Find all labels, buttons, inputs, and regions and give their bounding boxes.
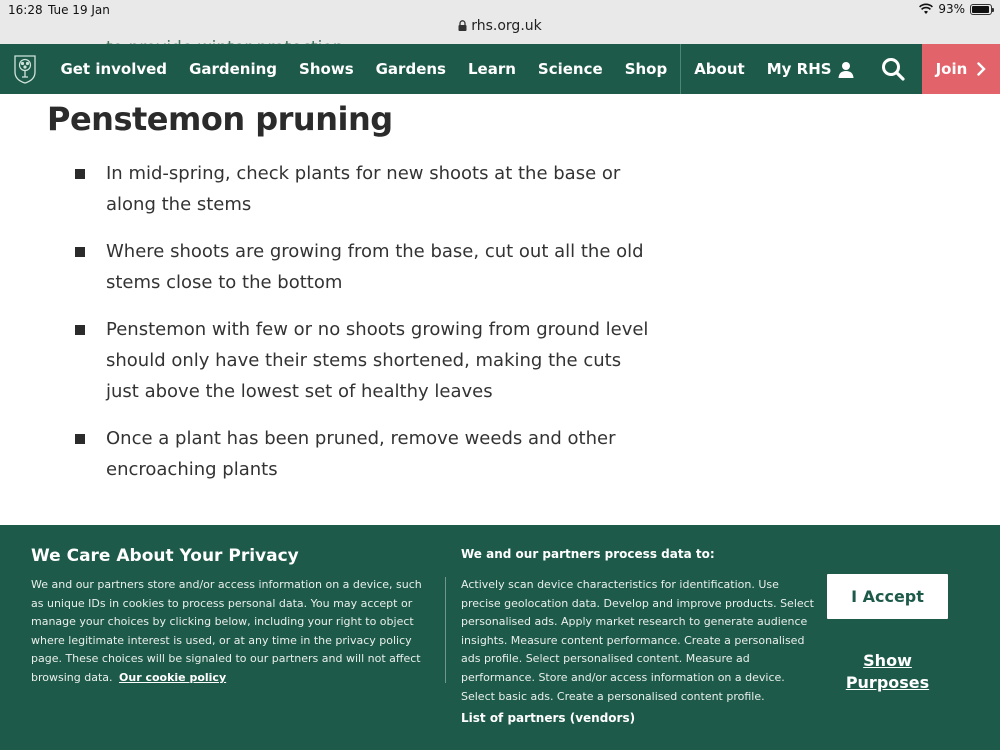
address-bar[interactable] (0, 18, 1000, 34)
bullet-square-icon (75, 325, 85, 335)
privacy-divider (445, 577, 446, 683)
nav-about[interactable]: About (694, 60, 745, 78)
user-icon (838, 61, 854, 78)
nav-gardens[interactable]: Gardens (375, 60, 446, 78)
cookie-policy-link[interactable]: Our cookie policy (119, 670, 227, 684)
nav-learn[interactable]: Learn (467, 60, 516, 78)
privacy-body: We and our partners store and/or access information on a device, such as unique IDs in cookies to process personal data. You may accept or manage your choices by clicking below, including your right to object where legitimate interest is used, or at any time in the privacy policy page. These choices will be signaled to our partners and will not affect browsing data. (31, 578, 422, 684)
list-item (75, 423, 655, 485)
bullet-square-icon (75, 247, 85, 257)
nav-my-rhs[interactable] (756, 44, 865, 94)
battery-fill (972, 6, 989, 13)
chevron-right-icon (977, 62, 986, 76)
process-title: We and our partners process data to: (461, 547, 715, 561)
page-title: Penstemon pruning (47, 100, 393, 138)
battery-percent: 93% (938, 2, 965, 16)
nav-shows[interactable]: Shows (299, 60, 354, 78)
lock-icon (458, 20, 467, 31)
privacy-text (31, 576, 431, 688)
bullet-square-icon (75, 434, 85, 444)
privacy-banner (0, 525, 1000, 750)
list-item-text: Once a plant has been pruned, remove weeds and other encroaching plants (106, 428, 616, 480)
nav-shop[interactable]: Shop (624, 60, 668, 78)
nav-get-involved[interactable]: Get involved (60, 60, 168, 78)
url-text: rhs.org.uk (471, 18, 542, 34)
list-item (75, 314, 655, 407)
status-right (919, 2, 992, 16)
join-button[interactable] (922, 44, 1000, 94)
status-date: Tue 19 Jan (48, 3, 110, 17)
status-time: 16:28 (8, 3, 43, 17)
rhs-tree-logo-icon (13, 54, 37, 84)
partners-link[interactable]: List of partners (vendors) (461, 711, 636, 725)
list-item-text: Penstemon with few or no shoots growing from ground level should only have their stems shortened, making the cuts just above the lowest set of healthy leaves (106, 319, 649, 402)
battery-icon (970, 4, 992, 15)
privacy-title: We Care About Your Privacy (31, 546, 299, 566)
nav-divider (680, 44, 681, 94)
nav-gardening[interactable]: Gardening (189, 60, 278, 78)
join-label: Join (935, 60, 968, 78)
rhs-logo[interactable] (0, 44, 49, 94)
bullet-square-icon (75, 169, 85, 179)
search-button[interactable] (865, 44, 922, 94)
list-item-text: In mid-spring, check plants for new shoots at the base or along the stems (106, 163, 621, 215)
list-item (75, 236, 655, 298)
list-item (75, 158, 655, 220)
wifi-icon (919, 3, 933, 15)
nav-science[interactable]: Science (537, 60, 603, 78)
show-purposes-link[interactable]: Show Purposes (845, 651, 930, 692)
accept-button[interactable]: I Accept (826, 573, 949, 620)
main-nav (0, 44, 1000, 94)
process-text: Actively scan device characteristics for identification. Use precise geolocation data. Develop and improve products. Select personalised ads. Apply market research to generate audience insights. Measure content performance. Create a personalised ads profile. Select personalised content. Measure ad performance. Store and/or access information on a device. Select basic ads. Create a personalised content profile. (461, 578, 814, 703)
my-rhs-label: My RHS (766, 60, 832, 78)
pruning-steps-list (75, 158, 655, 501)
list-item-text: Where shoots are growing from the base, cut out all the old stems close to the bottom (106, 241, 644, 293)
search-icon (881, 57, 905, 81)
